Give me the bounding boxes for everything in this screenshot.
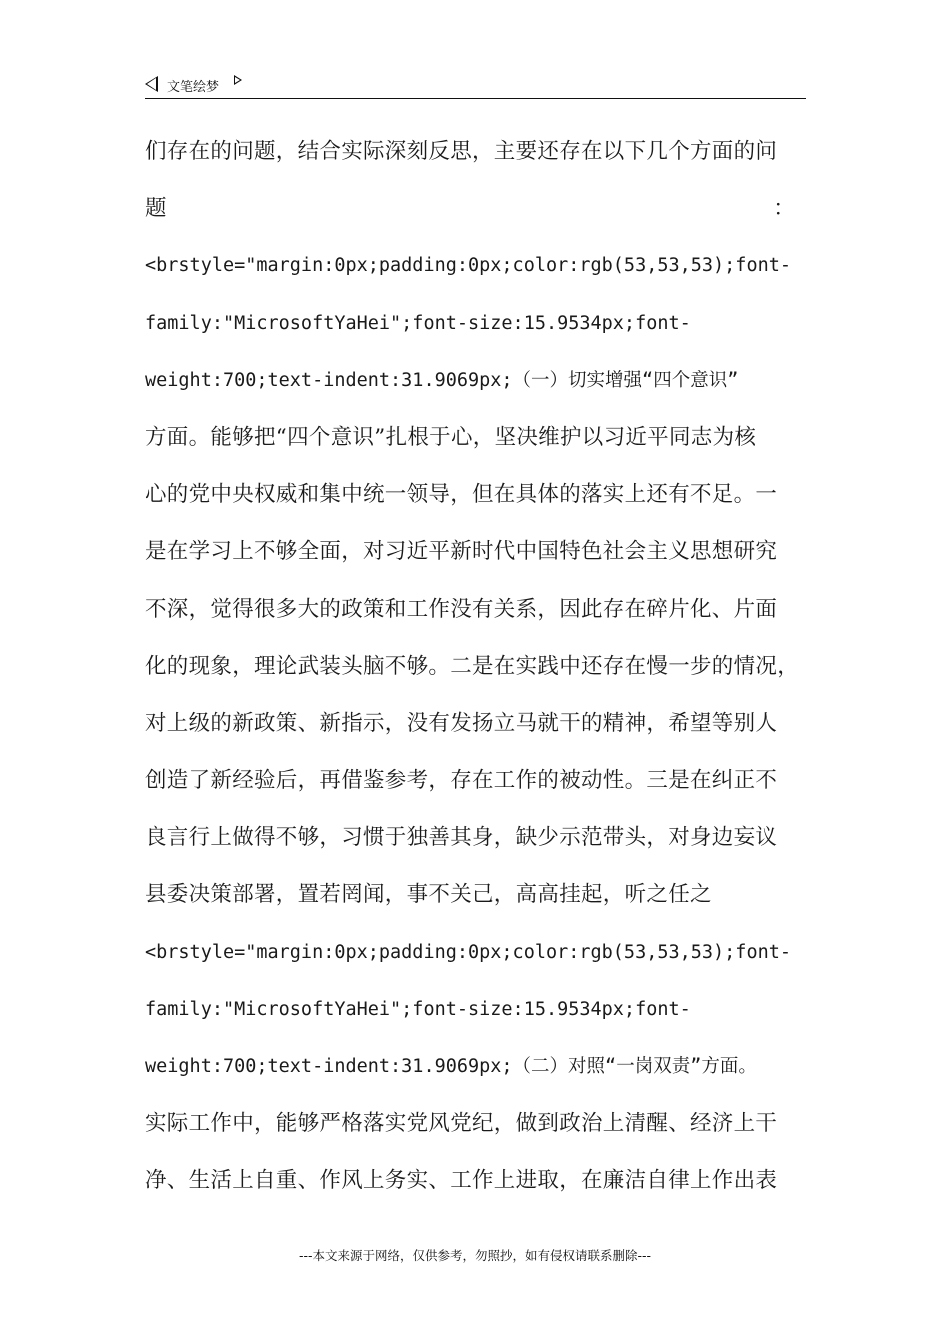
page-footer: ---本文来源于网络，仅供参考，勿照抄，如有侵权请联系删除---: [298, 1248, 652, 1263]
text-line: 对上级的新政策、新指示，没有发扬立马就干的精神，希望等别人: [145, 710, 778, 736]
text-line: 方面。能够把“四个意识”扎根于心，坚决维护以习近平同志为核: [145, 424, 757, 450]
text-line: 实际工作中，能够严格落实党风党纪，做到政治上清醒、经济上干: [145, 1111, 778, 1137]
text-line: 心的党中央权威和集中统一领导，但在具体的落实上还有不足。一: [145, 482, 778, 508]
code-text-line: <brstyle="margin:0px;padding:0px;color:rgb(53,53,53);font-: [145, 941, 792, 963]
triangle-left-icon: [145, 76, 158, 92]
code-text-line: weight:700;text-indent:31.9069px;（一）切实增强“四个意识”: [145, 369, 739, 391]
text-line: 县委决策部署，置若罔闻，事不关己，高高挂起，听之任之: [145, 882, 712, 908]
code-text-line: weight:700;text-indent:31.9069px;（二）对照“一岗双责”方面。: [145, 1056, 757, 1077]
text-line: 们存在的问题，结合实际深刻反思，主要还存在以下几个方面的问: [145, 139, 778, 164]
text-line: [145, 187, 795, 244]
triangle-right-icon: [234, 75, 242, 85]
text-line: 良言行上做得不够，习惯于独善其身，缺少示范带头，对身边妄议: [145, 825, 778, 851]
text-line: 创造了新经验后，再借鉴参考，存在工作的被动性。三是在纠正不: [145, 768, 778, 794]
text-line: 不深，觉得很多大的政策和工作没有关系，因此存在碎片化、片面: [145, 596, 778, 622]
page-header: [145, 72, 806, 99]
text-line-colon: ：: [773, 196, 795, 222]
text-line: 化的现象，理论武装头脑不够。二是在实践中还存在慢一步的情况，: [145, 653, 800, 679]
document-body: [145, 130, 825, 1217]
code-text-line: family:"MicrosoftYaHei";font-size:15.9534px;font-: [145, 312, 691, 334]
text-line-start: 题: [145, 196, 167, 222]
code-text-line: family:"MicrosoftYaHei";font-size:15.9534px;font-: [145, 998, 691, 1020]
text-line: 净、生活上自重、作风上务实、工作上进取，在廉洁自律上作出表: [145, 1168, 778, 1194]
code-text-line: <brstyle="margin:0px;padding:0px;color:rgb(53,53,53);font-: [145, 255, 792, 277]
text-line: 是在学习上不够全面，对习近平新时代中国特色社会主义思想研究: [145, 539, 778, 565]
header-title: 文笔绘梦: [167, 80, 220, 95]
